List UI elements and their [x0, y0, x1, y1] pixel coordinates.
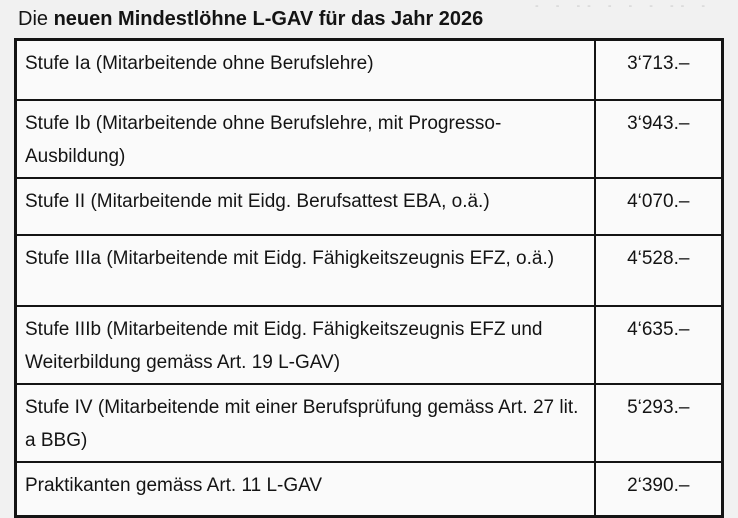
- table-row: [16, 100, 723, 178]
- wage-level-label: Stufe II (Mitarbeitende mit Eidg. Berufsattest EBA, o.ä.): [16, 178, 595, 235]
- wage-level-label: Stufe IIIb (Mitarbeitende mit Eidg. Fähigkeitszeugnis EFZ und Weiterbildung gemäss Art. 19 L-GAV): [16, 306, 595, 384]
- page-title-prefix: Die: [18, 8, 54, 30]
- table-row: [16, 235, 723, 306]
- wage-amount: 4‘070.–: [595, 178, 723, 235]
- table-row: [16, 178, 723, 235]
- wage-amount: 5‘293.–: [595, 384, 723, 462]
- wage-level-label: Stufe IIIa (Mitarbeitende mit Eidg. Fähigkeitszeugnis EFZ, o.ä.): [16, 235, 595, 306]
- table-row: [16, 384, 723, 462]
- page-title: [18, 8, 483, 31]
- wage-amount: 3‘943.–: [595, 100, 723, 178]
- wage-level-label: Praktikanten gemäss Art. 11 L-GAV: [16, 462, 595, 517]
- wage-amount: 2‘390.–: [595, 462, 723, 517]
- table-row: [16, 462, 723, 517]
- wage-amount: 4‘635.–: [595, 306, 723, 384]
- table-row: [16, 40, 723, 101]
- wage-level-label: Stufe Ib (Mitarbeitende ohne Berufslehre, mit Progresso-Ausbildung): [16, 100, 595, 178]
- page-title-bold: neuen Mindestlöhne L-GAV für das Jahr 2026: [53, 8, 484, 30]
- table-row: [16, 306, 723, 384]
- minimum-wage-table: [14, 38, 724, 518]
- wage-level-label: Stufe Ia (Mitarbeitende ohne Berufslehre): [16, 40, 595, 101]
- wage-amount: 3‘713.–: [595, 40, 723, 101]
- faint-artifact-marks: - - -- - - - -- -: [535, 0, 713, 12]
- wage-level-label: Stufe IV (Mitarbeitende mit einer Berufsprüfung gemäss Art. 27 lit. a BBG): [16, 384, 595, 462]
- wage-amount: 4‘528.–: [595, 235, 723, 306]
